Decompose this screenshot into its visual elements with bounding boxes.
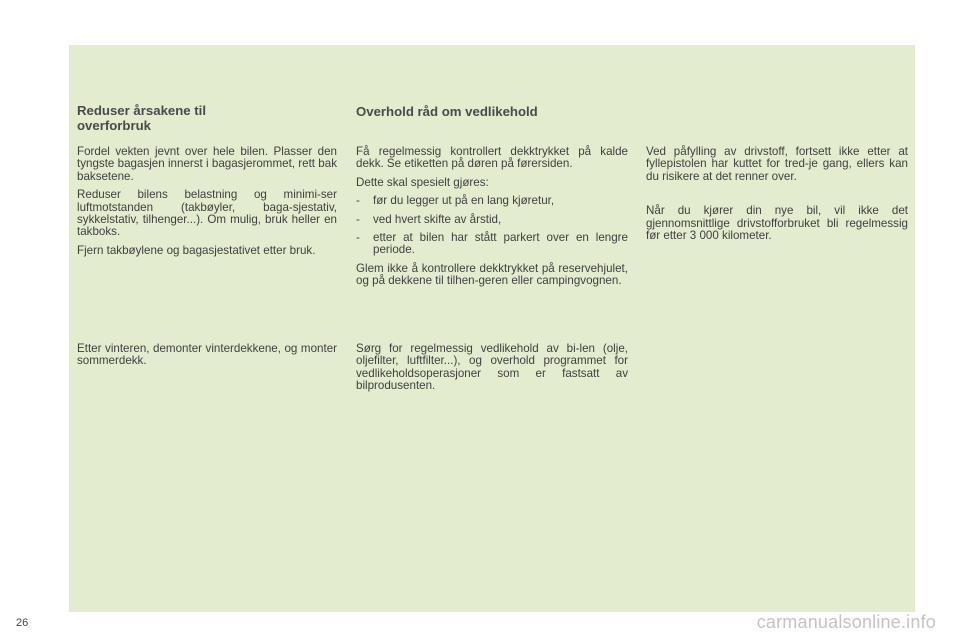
col3-paragraph: Ved påfylling av drivstoff, fortsett ikke etter at fyllepistolen har kuttet for tred-je gang, ellers kan du risikere at det renner over. [646,145,908,183]
list-item [356,195,628,207]
list-item-text: ved hvert skifte av årstid, [373,212,502,226]
col1-text [77,146,337,263]
section-heading-maintenance: Overhold råd om vedlikehold [356,104,538,119]
col2-list-intro: Dette skal spesielt gjøres: [356,175,489,189]
col2-after: Glem ikke å kontrollere dekktrykket på reservehjulet, og på dekkene til tilhen-geren eller campingvognen. [356,261,628,288]
dash-bullet: - [356,194,360,208]
col3-text [646,146,908,248]
col2-intro: Få regelmessig kontrollert dekktrykket på kalde dekk. Se etiketten på døren på førersiden. [356,145,628,171]
col1-paragraph: Fjern takbøylene og bagasjestativet etter bruk. [77,243,316,257]
col1-paragraph: Fordel vekten jevnt over hele bilen. Plasser den tyngste bagasjen innerst i bagasjerommet, rett bak baksetene. [77,145,337,183]
col1-bottom-paragraph: Etter vinteren, demonter vinterdekkene, og monter sommerdekk. [77,342,337,368]
col2-bottom-paragraph: Sørg for regelmessig vedlikehold av bi-len (olje, oljefilter, luftfilter...), og overhold programmet for vedlikeholdsoperasjoner som er fastsatt av bilprodusenten. [356,342,628,393]
col2-text [356,146,628,294]
list-item [356,214,628,226]
col1-bottom-text [77,343,337,374]
watermark: carmanualsonline.info [756,612,936,632]
dash-bullet: - [356,231,360,245]
col2-bottom-text [356,343,628,399]
dash-bullet: - [356,212,360,226]
list-item-text: etter at bilen har stått parkert over en lengre periode. [373,231,628,257]
list-item-text: før du legger ut på en lang kjøretur, [373,194,555,208]
list-item [356,232,628,257]
section-heading-reduce-causes: Reduser årsakene til overforbruk [77,103,207,133]
col1-paragraph: Reduser bilens belastning og minimi-ser luftmotstanden (takbøyler, baga-sjestativ, sykkelstativ, tilhenger...). Om mulig, bruk heller en takboks. [77,188,337,239]
col3-paragraph: Når du kjører din nye bil, vil ikke det gjennomsnittlige drivstofforbruket bli regelmessig før etter 3 000 kilometer. [646,204,908,243]
page-number: 26 [16,617,29,629]
